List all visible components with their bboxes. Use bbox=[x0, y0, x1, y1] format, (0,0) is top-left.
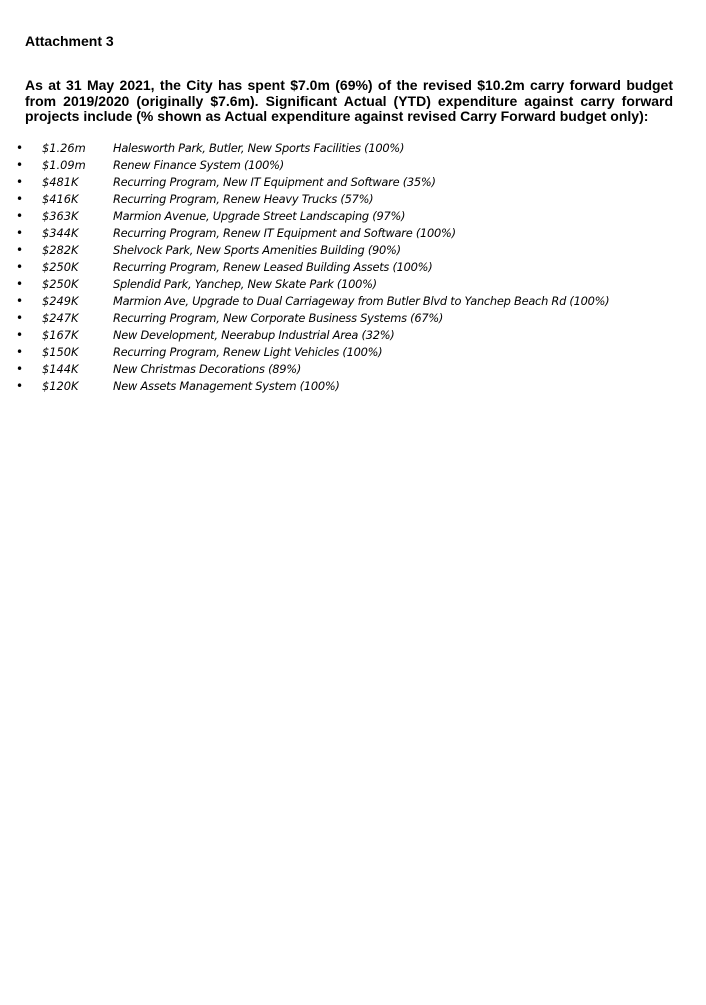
item-amount: $1.26m bbox=[42, 141, 86, 155]
item-description: Recurring Program, Renew Leased Building Assets (100%) bbox=[113, 260, 433, 274]
attachment-heading: Attachment 3 bbox=[25, 33, 114, 49]
item-description: Recurring Program, Renew Light Vehicles (100%) bbox=[113, 345, 383, 359]
item-amount: $344K bbox=[42, 226, 79, 240]
item-amount: $282K bbox=[42, 243, 79, 257]
bullet-icon: • bbox=[16, 260, 24, 274]
item-amount: $144K bbox=[42, 362, 79, 376]
list-item bbox=[0, 344, 706, 361]
list-item bbox=[0, 174, 706, 191]
bullet-icon: • bbox=[16, 209, 24, 223]
item-description: Halesworth Park, Butler, New Sports Facilities (100%) bbox=[113, 141, 405, 155]
item-description: Recurring Program, New Corporate Business Systems (67%) bbox=[113, 311, 444, 325]
item-description: Renew Finance System (100%) bbox=[113, 158, 284, 172]
item-amount: $250K bbox=[42, 260, 79, 274]
list-item bbox=[0, 140, 706, 157]
bullet-icon: • bbox=[16, 345, 24, 359]
item-description: New Assets Management System (100%) bbox=[113, 379, 340, 393]
item-amount: $249K bbox=[42, 294, 79, 308]
list-item bbox=[0, 191, 706, 208]
bullet-icon: • bbox=[16, 175, 24, 189]
bullet-icon: • bbox=[16, 226, 24, 240]
item-amount: $416K bbox=[42, 192, 79, 206]
item-amount: $363K bbox=[42, 209, 79, 223]
item-description: Marmion Ave, Upgrade to Dual Carriageway from Butler Blvd to Yanchep Beach Rd (100%) bbox=[113, 294, 610, 308]
item-description: Recurring Program, Renew IT Equipment and Software (100%) bbox=[113, 226, 456, 240]
list-item bbox=[0, 157, 706, 174]
item-description: New Development, Neerabup Industrial Area (32%) bbox=[113, 328, 395, 342]
item-description: New Christmas Decorations (89%) bbox=[113, 362, 302, 376]
bullet-icon: • bbox=[16, 141, 24, 155]
item-description: Shelvock Park, New Sports Amenities Building (90%) bbox=[113, 243, 401, 257]
bullet-icon: • bbox=[16, 362, 24, 376]
list-item bbox=[0, 242, 706, 259]
list-item bbox=[0, 208, 706, 225]
intro-paragraph: As at 31 May 2021, the City has spent $7.0m (69%) of the revised $10.2m carry forward budget from 2019/2020 (originally $7.6m). Significant Actual (YTD) expenditure against carry forward projects include (% shown as Actual expenditure against revised Carry Forward budget only): bbox=[25, 77, 673, 124]
list-item bbox=[0, 259, 706, 276]
list-item bbox=[0, 293, 706, 310]
item-amount: $167K bbox=[42, 328, 79, 342]
expenditure-list bbox=[0, 140, 706, 395]
bullet-icon: • bbox=[16, 277, 24, 291]
list-item bbox=[0, 225, 706, 242]
item-amount: $150K bbox=[42, 345, 79, 359]
bullet-icon: • bbox=[16, 311, 24, 325]
item-description: Splendid Park, Yanchep, New Skate Park (100%) bbox=[113, 277, 377, 291]
bullet-icon: • bbox=[16, 243, 24, 257]
bullet-icon: • bbox=[16, 158, 24, 172]
item-amount: $120K bbox=[42, 379, 79, 393]
item-description: Recurring Program, New IT Equipment and Software (35%) bbox=[113, 175, 436, 189]
bullet-icon: • bbox=[16, 328, 24, 342]
list-item bbox=[0, 361, 706, 378]
bullet-icon: • bbox=[16, 294, 24, 308]
bullet-icon: • bbox=[16, 192, 24, 206]
list-item bbox=[0, 378, 706, 395]
list-item bbox=[0, 310, 706, 327]
item-amount: $1.09m bbox=[42, 158, 86, 172]
item-amount: $481K bbox=[42, 175, 79, 189]
list-item bbox=[0, 276, 706, 293]
list-item bbox=[0, 327, 706, 344]
item-amount: $250K bbox=[42, 277, 79, 291]
item-description: Recurring Program, Renew Heavy Trucks (57%) bbox=[113, 192, 374, 206]
item-description: Marmion Avenue, Upgrade Street Landscaping (97%) bbox=[113, 209, 406, 223]
item-amount: $247K bbox=[42, 311, 79, 325]
bullet-icon: • bbox=[16, 379, 24, 393]
